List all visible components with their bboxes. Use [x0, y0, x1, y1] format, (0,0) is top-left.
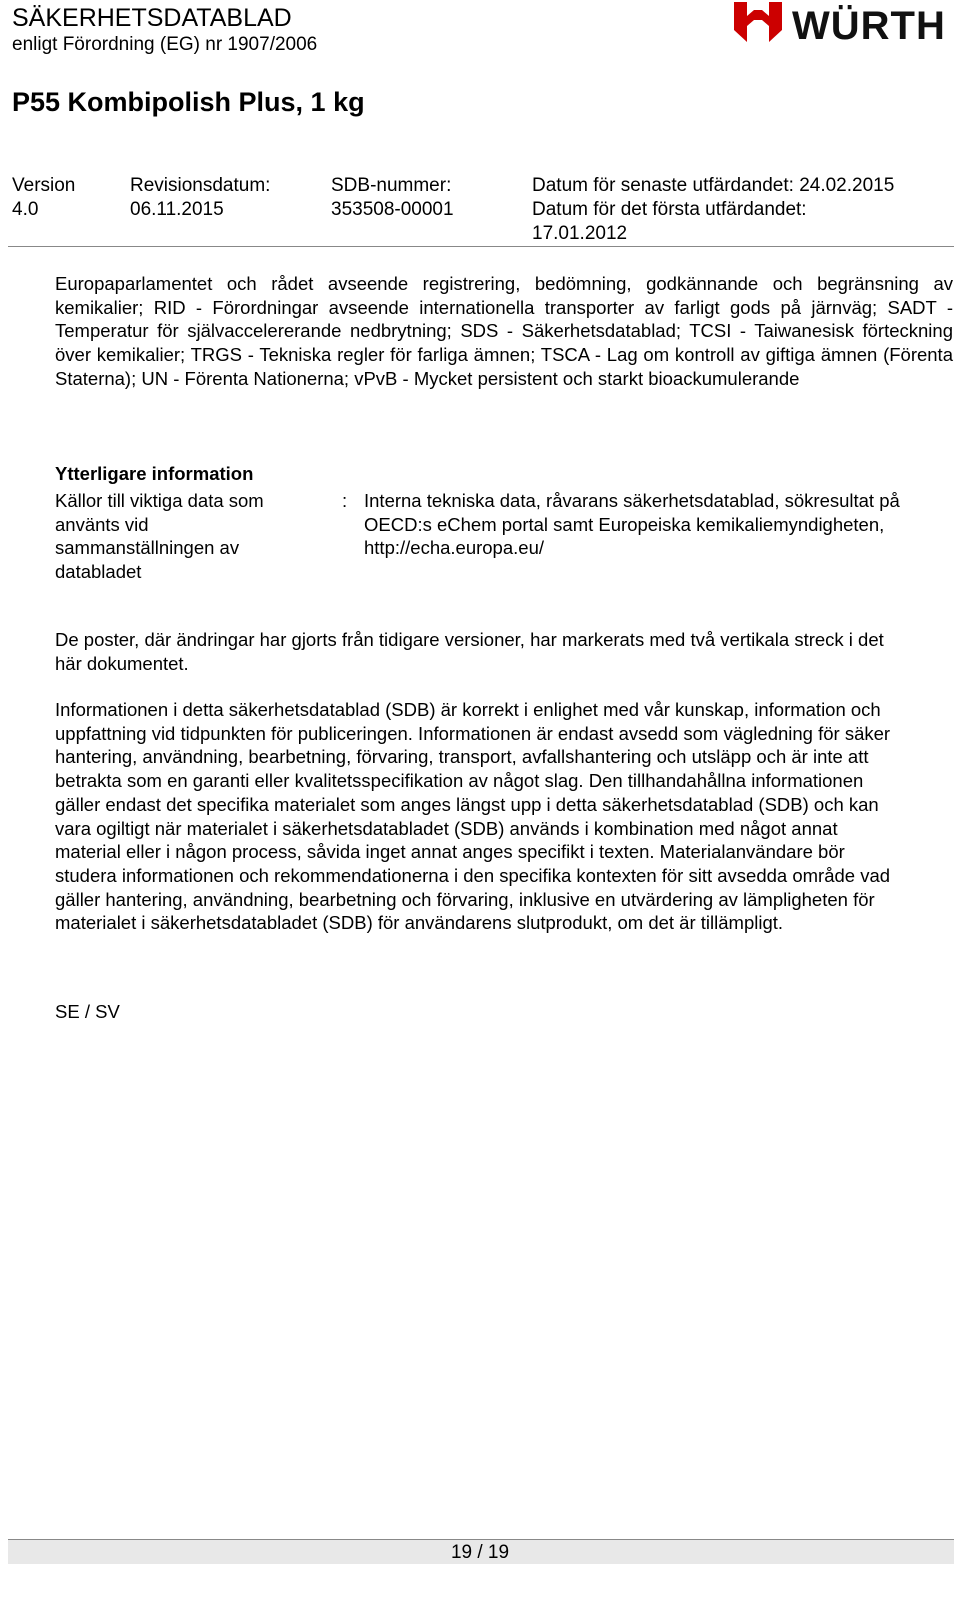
wurth-logo: [732, 0, 954, 50]
sdb-label: SDB-nummer:: [331, 175, 452, 196]
disclaimer-paragraph: Informationen i detta säkerhetsdatablad (SDB) är korrekt i enlighet med vår kunskap, information och uppfattning vid tidpunkten för publiceringen. Informationen är endast avsedd som vägledning för säker hantering, användning, bearbetning, förvaring, transport, avfallshantering och utsläpp och är inte att betrakta som en garanti eller kvalitetsspecifikation av något slag. Den tillhandahållna informationen gäller endast det specifika materialet som anges längst upp i detta säkerhetsdatablad (SDB) och kan vara ogiltigt när materialet i säkerhetsdatabladet (SDB) används i kombination med något annat material eller i någon process, såvida inget annat anges specifikt i texten. Materialanvändare bör studera informationen och rekommendationerna i den specifika kontexten för sitt avsedda område vad gäller hantering, användning, bearbetning och förvaring, inklusive en utvärdering av lämpligheten för materialet i säkerhetsdatabladet (SDB) för användarens slutprodukt, om det är tillämpligt.: [55, 699, 891, 934]
regulation-subtitle: enligt Förordning (EG) nr 1907/2006: [12, 34, 318, 55]
revision-block: [130, 174, 270, 222]
sources-label: Källor till viktiga data som använts vid sammanställningen av databladet: [55, 490, 264, 583]
brand-wordmark: WÜRTH: [792, 4, 946, 48]
sdb-block: [331, 174, 454, 222]
revision-value: 06.11.2015: [130, 199, 224, 220]
version-block: [12, 174, 75, 222]
change-note: De poster, där ändringar har gjorts från tidigare versioner, har markerats med två vertikala streck i det här dokumentet.: [55, 629, 884, 674]
first-issue-value: 17.01.2012: [532, 223, 628, 244]
page-number: 19 / 19: [450, 1542, 510, 1563]
version-value: 4.0: [12, 199, 39, 220]
first-issue-label: Datum för det första utfärdandet:: [532, 199, 807, 220]
document-title: SÄKERHETSDATABLAD: [12, 4, 292, 32]
version-label: Version: [12, 175, 76, 196]
header-divider: [8, 246, 954, 247]
section-heading-further-info: Ytterligare information: [55, 463, 254, 484]
sources-value: Interna tekniska data, råvarans säkerhetsdatablad, sökresultat på OECD:s eChem portal samt Europeiska kemikaliemyndigheten, http://echa.europa.eu/: [364, 490, 900, 559]
issue-dates-block: [532, 174, 894, 246]
sources-separator: :: [342, 490, 348, 511]
sdb-value: 353508-00001: [331, 199, 454, 220]
wurth-emblem-icon: [732, 0, 784, 50]
abbreviations-paragraph: Europaparlamentet och rådet avseende registrering, bedömning, godkännande och begränsning av kemikalier; RID - Förordningar avseende internationella transporter av farligt gods på järnväg; SADT - Temperatur för självaccelererande nedbrytning; SDS - Säkerhetsdatablad; TCSI - Taiwanesisk förteckning över kemikalier; TRGS - Tekniska regler för farliga ämnen; TSCA - Lag om kontroll av giftiga ämnen (Förenta Staterna); UN - Förenta Nationerna; vPvB - Mycket persistent och starkt bioackumulerande: [55, 273, 953, 389]
product-name: P55 Kombipolish Plus, 1 kg: [12, 87, 365, 117]
locale-code: SE / SV: [55, 1001, 120, 1022]
revision-label: Revisionsdatum:: [130, 175, 271, 196]
last-issue-date: Datum för senaste utfärdandet: 24.02.2015: [532, 175, 895, 196]
